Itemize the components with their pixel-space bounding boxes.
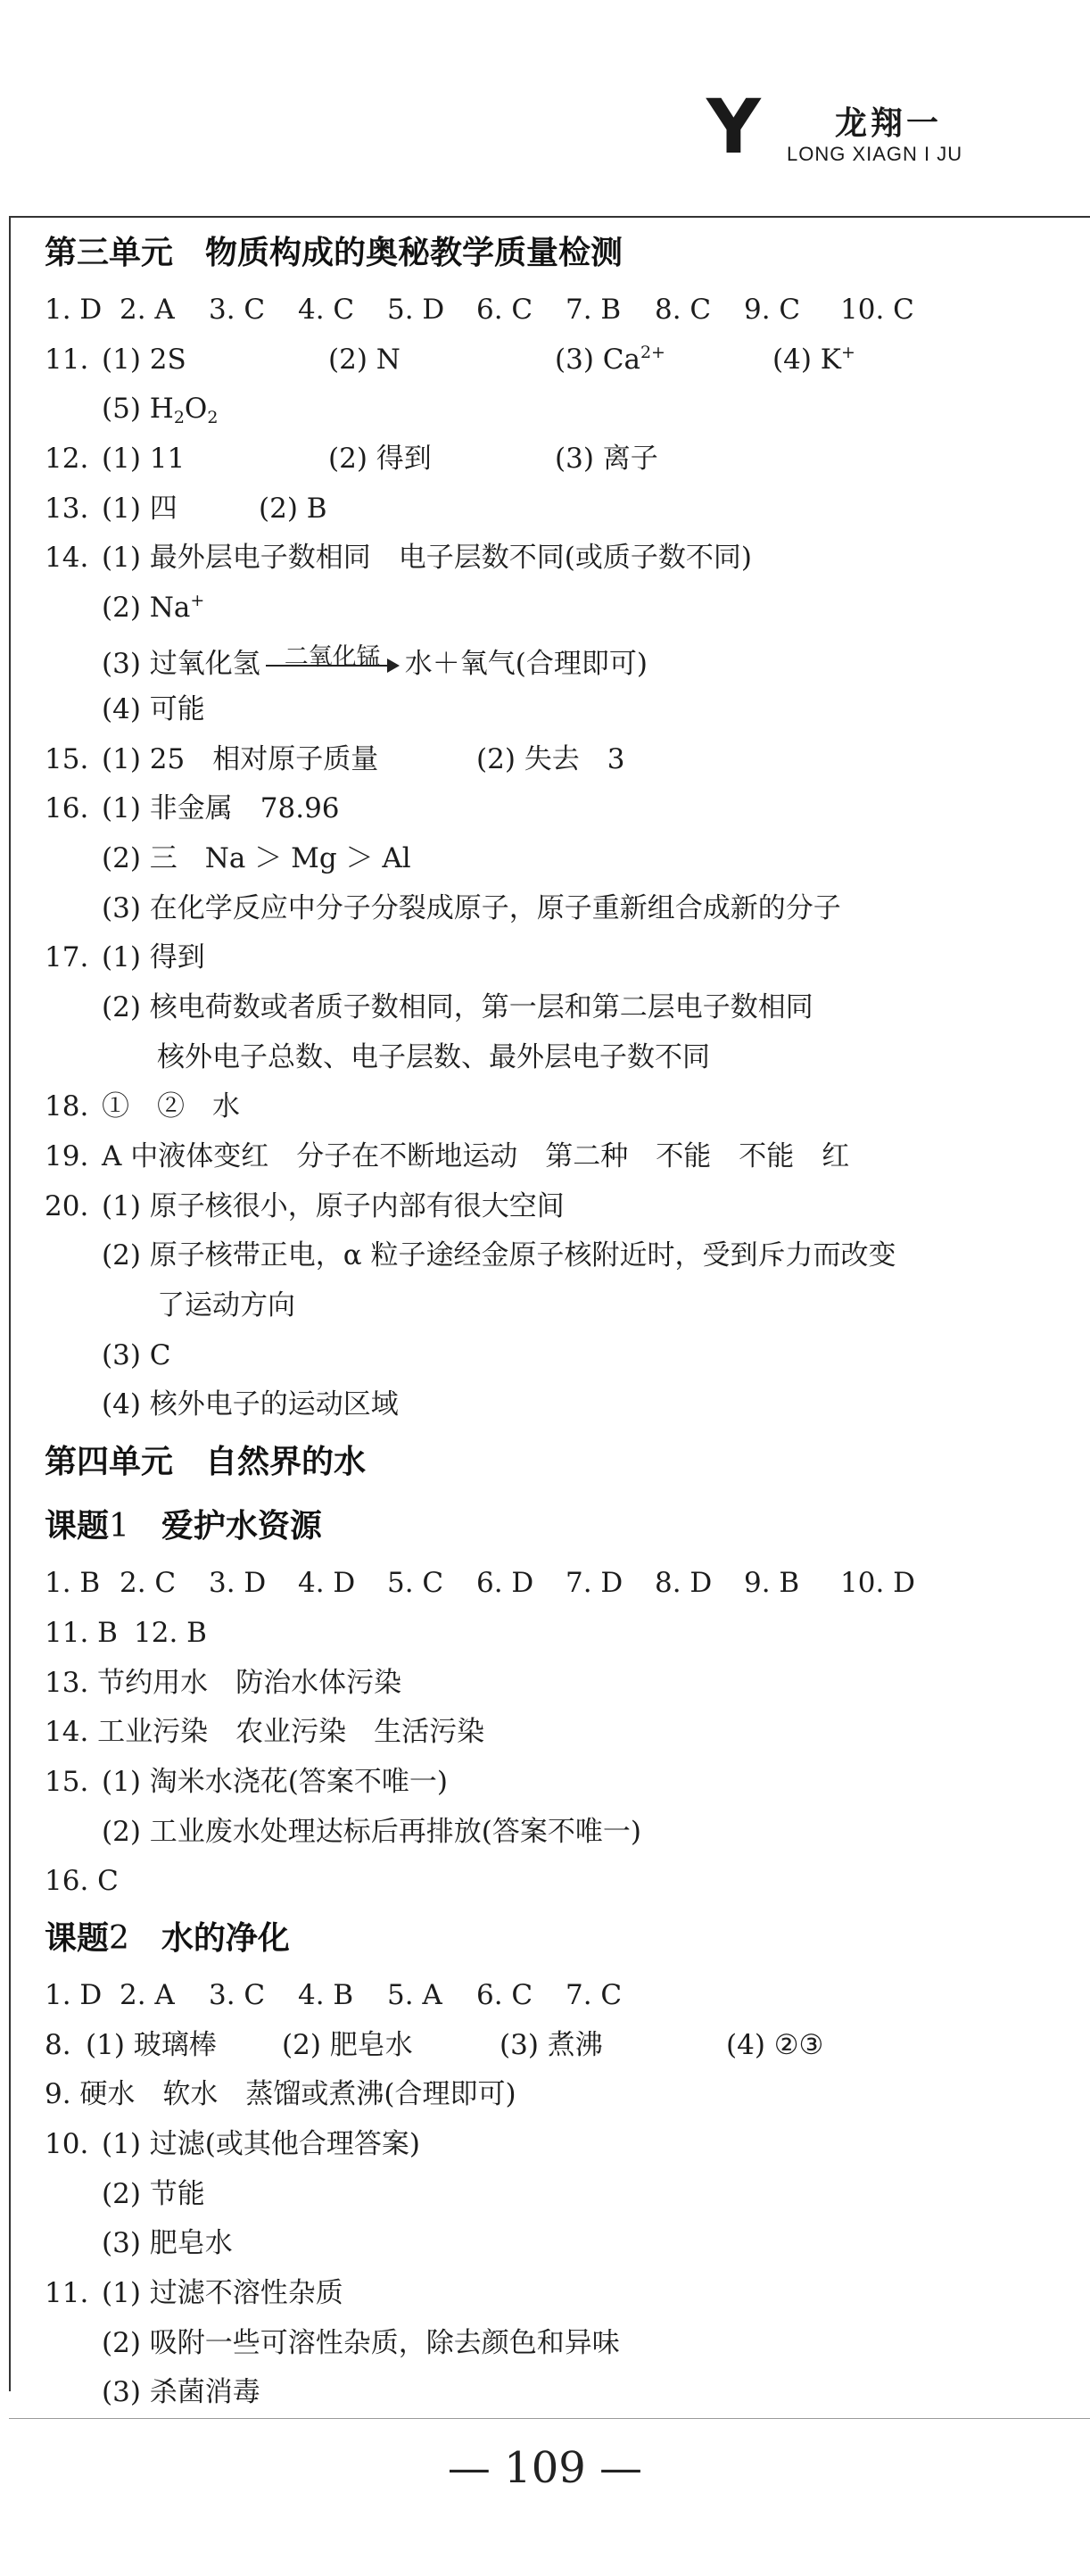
unit3-title: 第三单元 物质构成的奥秘教学质量检测 [45, 235, 623, 271]
reaction-condition: 二氧化锰 [284, 643, 381, 672]
brand-name-en: LONG XIAGN I JU [787, 143, 963, 165]
answer-line: (3) 杀菌消毒 [102, 2376, 260, 2409]
answer-line: (3) 肥皂水 [102, 2227, 233, 2260]
answer-line: 15. (1) 淘米水浇花(答案不唯一) [45, 1765, 448, 1798]
answer-line: 14. (1) 最外层电子数相同 电子层数不同(或质子数不同) [45, 542, 752, 575]
answer-line: 核外电子总数、电子层数、最外层电子数不同 [157, 1040, 710, 1073]
reaction-arrow [266, 643, 400, 683]
answer-line: 8. (1) 玻璃棒 (2) 肥皂水 (3) 煮沸 (4) ②③ [45, 2028, 824, 2061]
answer-line: 17. (1) 得到 [45, 941, 205, 974]
answer-line: (2) 核电荷数或者质子数相同，第一层和第二层电子数相同 [102, 990, 813, 1023]
answer-line: (3) 过氧化氢 二氧化锰 水＋氧气(合理即可) [45, 634, 1079, 685]
answer-line: 16. C [45, 1865, 119, 1898]
answer-line: 1. D 2. A 3. C 4. B 5. A 6. C 7. C [45, 1978, 623, 2011]
answer-line: (2) 吸附一些可溶性杂质，除去颜色和异味 [102, 2326, 620, 2359]
answer-line: (4) 可能 [102, 692, 205, 725]
answer-line: 1. B 2. C 3. D 4. D 5. C 6. D 7. D 8. D 9. B 10. D [45, 1567, 916, 1600]
answer-line: (2) 工业废水处理达标后再排放(答案不唯一) [102, 1815, 641, 1848]
page-number: — 109 — [447, 2443, 643, 2493]
topic2-title: 课题2 水的净化 [45, 1919, 290, 1957]
answer-line: 18. ① ② 水 [45, 1090, 240, 1123]
answer-line: (2) Na+ [102, 591, 205, 625]
answer-line: 11. (1) 过滤不溶性杂质 [45, 2277, 343, 2310]
answer-line: (5) $H_2O_2$ [102, 393, 219, 428]
answer-line: 19. A 中液体变红 分子在不断地运动 第二种 不能 不能 红 [45, 1140, 850, 1172]
answer-line: 13. 节约用水 防治水体污染 [45, 1666, 402, 1699]
answer-line: 15. (1) 25 相对原子质量 (2) 失去 3 [45, 742, 625, 775]
left-rule [9, 216, 11, 2391]
answer-line: 9. 硬水 软水 蒸馏或煮沸(合理即可) [45, 2078, 516, 2111]
answer-line: 14. 工业污染 农业污染 生活污染 [45, 1716, 485, 1749]
answer-line: 16. (1) 非金属 78.96 [45, 792, 340, 825]
answer-line: 1. D 2. A 3. C 4. C 5. D 6. C 7. B 8. C 9. C 10. C [45, 294, 914, 326]
answer-line: 13. (1) 四 (2) B [45, 492, 327, 525]
bottom-rule [9, 2418, 1090, 2419]
answer-line: 20. (1) 原子核很小，原子内部有很大空间 [45, 1189, 565, 1222]
answer-line: (3) C [102, 1338, 171, 1371]
answer-line: 11. B 12. B [45, 1616, 207, 1649]
answer-line: 了运动方向 [157, 1289, 295, 1322]
brand-name-cn: 龙翔一 [835, 105, 943, 142]
answer-line: 10. (1) 过滤(或其他合理答案) [45, 2128, 420, 2160]
unit4-title: 第四单元 自然界的水 [45, 1444, 367, 1481]
answer-line: (2) 原子核带正电，α 粒子途经金原子核附近时，受到斥力而改变 [102, 1239, 896, 1272]
answer-line: (2) 节能 [102, 2177, 205, 2210]
answer-line: 11. (1) 2S (2) N (3) $Ca^{2+}$ (4) K+ [45, 342, 855, 376]
answer-line: (3) 在化学反应中分子分裂成原子，原子重新组合成新的分子 [102, 891, 841, 924]
top-rule [9, 216, 1090, 218]
topic1-title: 课题1 爱护水资源 [45, 1508, 322, 1545]
answer-line: (4) 核外电子的运动区域 [102, 1388, 399, 1421]
brand-letter: Y [706, 83, 761, 170]
answer-line: 12. (1) 11 (2) 得到 (3) 离子 [45, 443, 658, 476]
brand-logo [698, 83, 1090, 175]
answer-line: (2) 三 Na ＞ Mg ＞ Al [102, 841, 411, 874]
answer-content [45, 221, 1079, 2418]
